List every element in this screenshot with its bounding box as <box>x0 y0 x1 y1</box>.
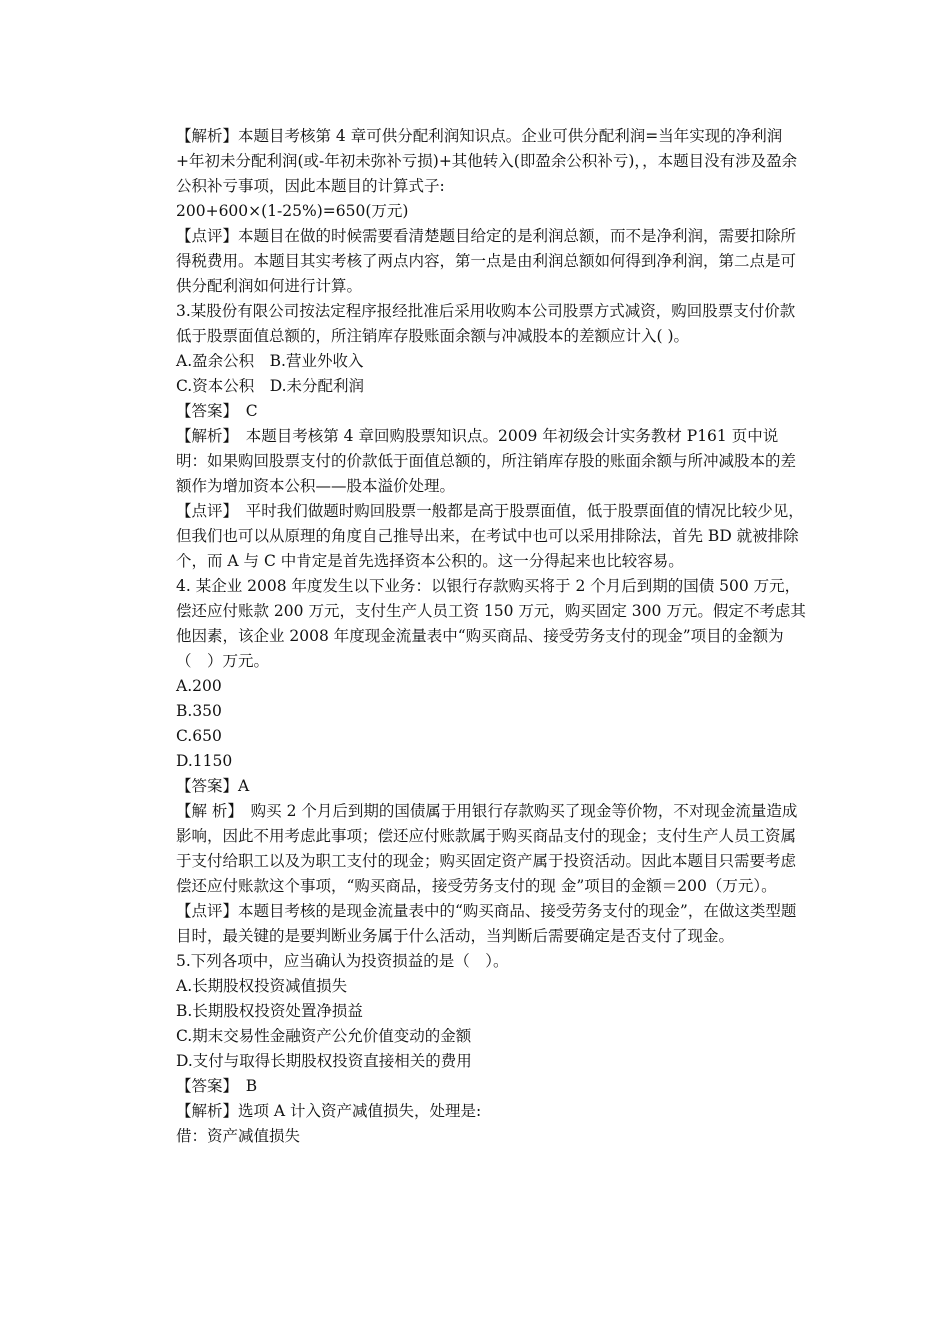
answer-q4: 【答案】A <box>176 777 250 795</box>
question-4-option-a: A.200 <box>176 677 222 695</box>
question-4-option-d: D.1150 <box>176 752 233 770</box>
question-3: 3.某股份有限公司按法定程序报经批准后采用收购本公司股票方式减资，购回股票支付价款低于股票面值总额的，所注销库存股账面余额与冲减股本的差额应计入( )。 <box>176 302 796 345</box>
analysis-paragraph-q5: 【解析】选项 A 计入资产减值损失，处理是: <box>176 1102 482 1120</box>
journal-entry-debit: 借：资产减值损失 <box>176 1127 301 1145</box>
analysis-paragraph-q2: 【解析】本题目考核第 4 章可供分配利润知识点。企业可供分配利润=当年实现的净利润+年初未分配利润(或-年初未弥补亏损)+其他转入(即盈余公积补亏)，，本题目没有涉及盈余公积补亏事项，因此本题目的计算式子: <box>176 127 798 195</box>
comment-paragraph-q3: 【点评】 平时我们做题时购回股票一般都是高于股票面值，低于股票面值的情况比较少见，但我们也可以从原理的角度自己推导出来，在考试中也可以采用排除法，首先 BD 就被排除个，而 A 与 C 中肯定是首先选择资本公积的。这一分得起来也比较容易。 <box>176 502 804 570</box>
analysis-paragraph-q4: 【解 析】 购买 2 个月后到期的国债属于用银行存款购买了现金等价物，不对现金流量造成影响，因此不用考虑此事项；偿还应付账款属于购买商品支付的现金；支付生产人员工资属于支付给职工以及为职工支付的现金；购买固定资产属于投资活动。因此本题目只需要考虑偿还应付账款这个事项，“购买商品，接受劳务支付的现 金”项目的金额＝200（万元）。 <box>176 802 798 895</box>
question-3-options-ab: A.盈余公积 B.营业外收入 <box>176 352 364 370</box>
formula-line: 200+600×(1-25%)=650(万元) <box>176 202 409 220</box>
question-4-option-c: C.650 <box>176 727 222 745</box>
comment-paragraph-q2: 【点评】本题目在做的时候需要看清楚题目给定的是利润总额，而不是净利润，需要扣除所得税费用。本题目其实考核了两点内容，第一点是由利润总额如何得到净利润，第二点是可供分配利润如何进行计算。 <box>176 227 797 295</box>
answer-q5: 【答案】 B <box>176 1077 258 1095</box>
question-4-option-b: B.350 <box>176 702 222 720</box>
comment-paragraph-q4: 【点评】本题目考核的是现金流量表中的“购买商品、接受劳务支付的现金”，在做这类型题目时，最关键的是要判断业务属于什么活动，当判断后需要确定是否支付了现金。 <box>176 902 797 945</box>
question-4: 4. 某企业 2008 年度发生以下业务：以银行存款购买将于 2 个月后到期的国债 500 万元，偿还应付账款 200 万元，支付生产人员工资 150 万元，购买固定 300 万元。假定不考虑其他因素，该企业 2008 年度现金流量表中“购买商品、接受劳务支付的现金”项目的金额为（ ）万元。 <box>176 577 806 670</box>
question-3-options-cd: C.资本公积 D.未分配利润 <box>176 377 365 395</box>
question-5-option-a: A.长期股权投资减值损失 <box>176 977 348 995</box>
question-5-option-c: C.期末交易性金融资产公允价值变动的金额 <box>176 1027 472 1045</box>
analysis-paragraph-q3: 【解析】 本题目考核第 4 章回购股票知识点。2009 年初级会计实务教材 P161 页中说明：如果购回股票支付的价款低于面值总额的，所注销库存股的账面余额与所冲减股本的差额作为增加资本公积——股本溢价处理。 <box>176 427 797 495</box>
question-5-option-b: B.长期股权投资处置净损益 <box>176 1002 363 1020</box>
question-5: 5.下列各项中，应当确认为投资损益的是（ ）。 <box>176 952 509 970</box>
document-body <box>176 124 808 1149</box>
answer-q3: 【答案】 C <box>176 402 258 420</box>
question-5-option-d: D.支付与取得长期股权投资直接相关的费用 <box>176 1052 472 1070</box>
